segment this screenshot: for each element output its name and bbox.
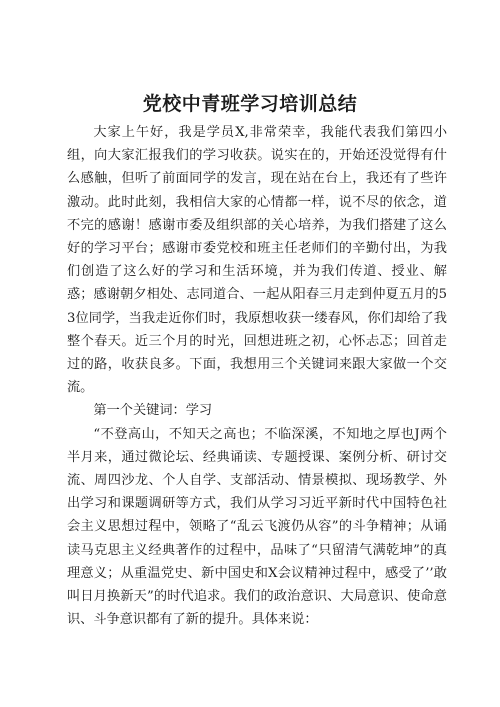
document-body (67, 121, 447, 631)
paragraph-keyword-heading: 第一个关键词：学习 (93, 403, 213, 419)
paragraph-intro: 大家上午好，我是学员X,非常荣幸，我能代表我们第四小组，向大家汇报我们的学习收获。说实在的，开始还没觉得有什么感触，但听了前面同学的发言，现在站在台上，我还有了些许激动。此时此刻，我相信大家的心情都一样，说不尽的依念，道不完的感谢！感谢市委及组织部的关心培养，为我们搭建了这么好的学习平台；感谢市委党校和班主任老师们的辛勤付出，为我们创造了这么好的学习和生活环境，并为我们传道、授业、解惑；感谢朝夕相处、志同道合、一起从阳春三月走到仲夏五月的53位同学，当我走近你们时，我原想收获一缕春风，你们却给了我整个春天。近三个月的时光，回想进班之初，心怀忐忑；回首走过的路，收获良多。下面，我想用三个关键词来跟大家做一个交流。 (67, 125, 447, 396)
document-title: 党校中青班学习培训总结 (142, 93, 358, 115)
paragraph-study: “不登高山，不知天之高也；不临深溪，不知地之厚也J两个半月来，通过微论坛、经典诵读、专题授课、案例分析、研讨交流、周四沙龙、个人自学、支部活动、情景模拟、现场教学、外出学习和课题调研等方式，我们从学习习近平新时代中国特色社会主义思想过程中，领略了“乱云飞渡仍从容”的斗争精神；从诵读马克思主义经典著作的过程中，品味了“只留清气满乾坤”的真理意义；从重温党史、新中国史和X会议精神过程中，感受了’’敢叫日月换新天”的时代追求。我们的政治意识、大局意识、使命意识、斗争意识都有了新的提升。具体来说： (67, 426, 447, 628)
